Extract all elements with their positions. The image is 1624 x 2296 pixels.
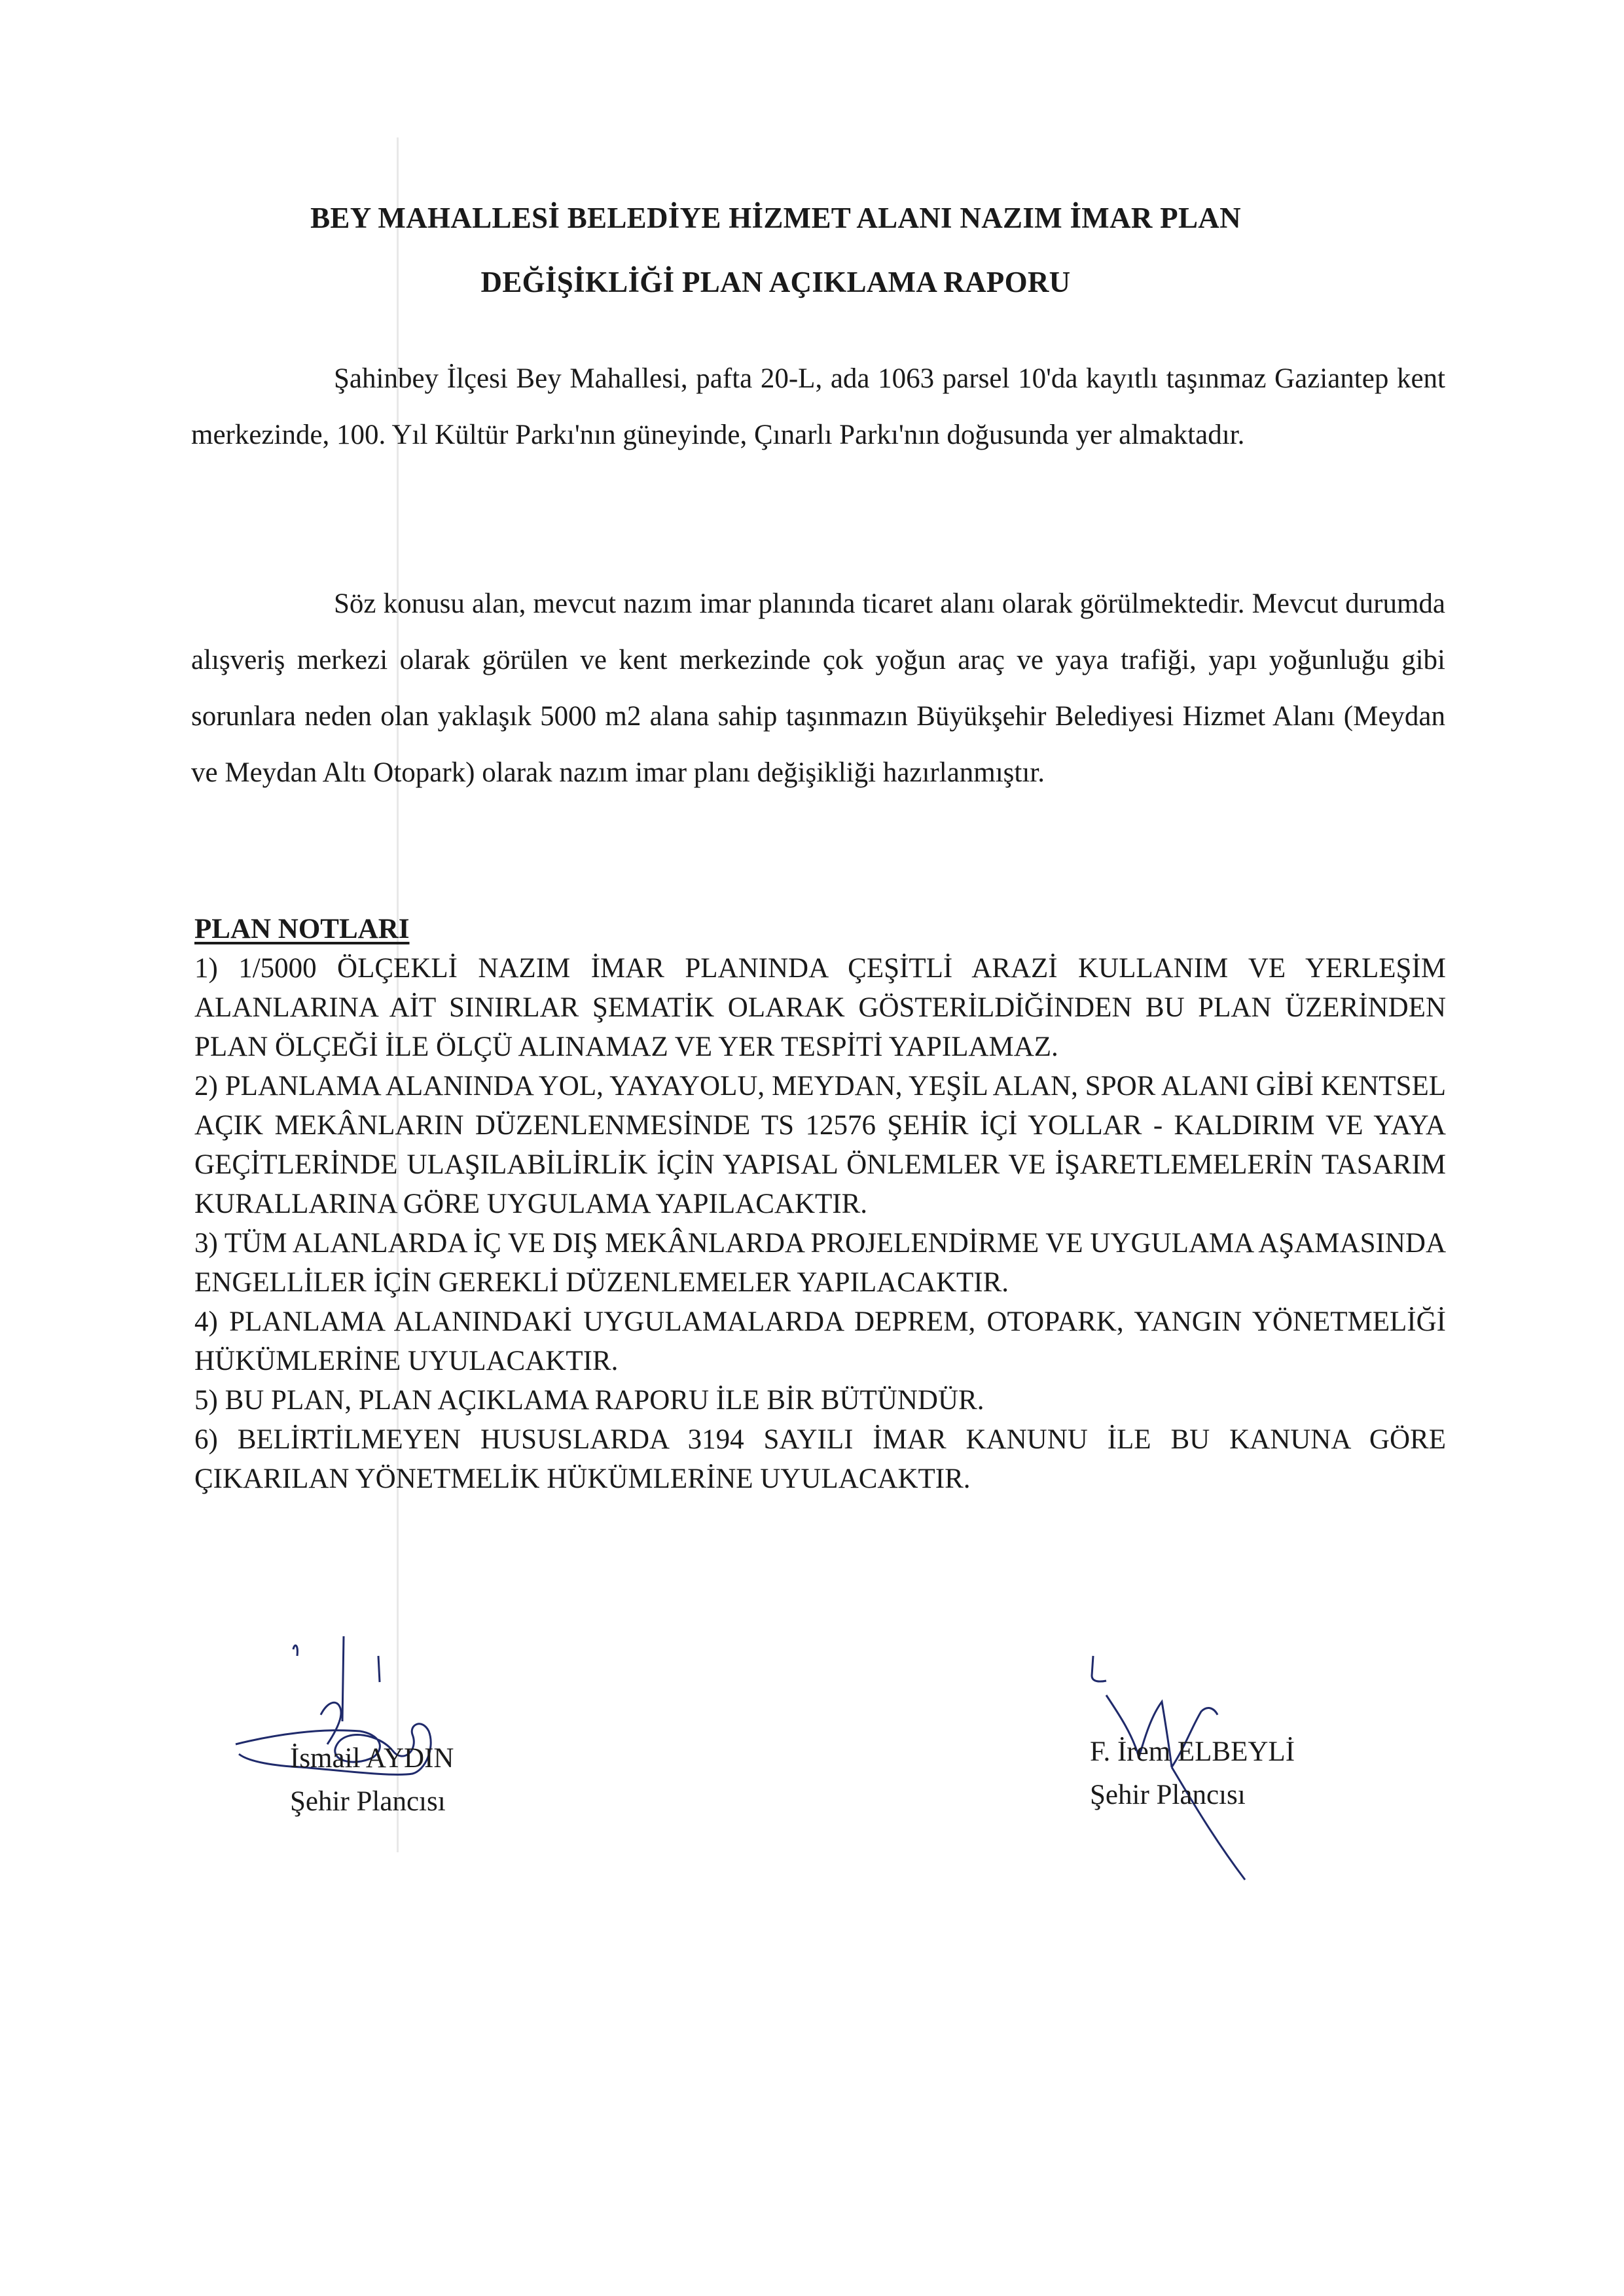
signatory-left-role: Şehir Plancısı (290, 1786, 446, 1817)
plan-note-6: 6) BELİRTİLMEYEN HUSUSLARDA 3194 SAYILI İMAR KANUNU İLE BU KANUNA GÖRE ÇIKARILAN YÖNETMELİK HÜKÜMLERİNE UYULACAKTIR. (194, 1424, 1446, 1494)
title-line-2: DEĞİŞİKLİĞİ PLAN AÇIKLAMA RAPORU (480, 266, 1071, 298)
signatory-right (1090, 1731, 1295, 1817)
title-line-1: BEY MAHALLESİ BELEDİYE HİZMET ALANI NAZIM İMAR PLAN (310, 202, 1241, 234)
plan-note-5: 5) BU PLAN, PLAN AÇIKLAMA RAPORU İLE BİR BÜTÜNDÜR. (194, 1385, 984, 1416)
plan-note-1: 1) 1/5000 ÖLÇEKLİ NAZIM İMAR PLANINDA ÇEŞİTLİ ARAZİ KULLANIM VE YERLEŞİM ALANLARINA AİT SINIRLAR ŞEMATİK OLARAK GÖSTERİLDİĞİNDEN BU PLAN ÜZERİNDEN PLAN ÖLÇEĞİ İLE ÖLÇÜ ALINAMAZ VE YER TESPİTİ YAPILAMAZ. (194, 953, 1446, 1062)
paragraph-purpose-text: Söz konusu alan, mevcut nazım imar planında ticaret alanı olarak görülmektedir. Mevcut durumda alışveriş merkezi olarak görülen ve kent merkezinde çok yoğun araç ve yaya trafiği, yapı yoğunluğu gibi sorunlara neden olan yaklaşık 5000 m2 alana sahip taşınmazın Büyükşehir Belediyesi Hizmet Alanı (Meydan ve Meydan Altı Otopark) olarak nazım imar planı değişikliği hazırlanmıştır. (191, 588, 1445, 788)
paragraph-location-text: Şahinbey İlçesi Bey Mahallesi, pafta 20-L, ada 1063 parsel 10'da kayıtlı taşınmaz Gaziantep kent merkezinde, 100. Yıl Kültür Parkı'nın güneyinde, Çınarlı Parkı'nın doğusunda yer almaktadır. (191, 363, 1445, 450)
plan-note-2: 2) PLANLAMA ALANINDA YOL, YAYAYOLU, MEYDAN, YEŞİL ALAN, SPOR ALANI GİBİ KENTSEL AÇIK MEKÂNLARIN DÜZENLENMESİNDE TS 12576 ŞEHİR İÇİ YOLLAR - KALDIRIM VE YAYA GEÇİTLERİNDE ULAŞILABİLİRLİK İÇİN YAPISAL ÖNLEMLER VE İŞARETLEMELERİN TASARIM KURALLARINA GÖRE UYGULAMA YAPILACAKTIR. (194, 1071, 1446, 1219)
signatory-right-name: F. İrem ELBEYLİ (1090, 1736, 1295, 1767)
signatory-right-role: Şehir Plancısı (1090, 1780, 1246, 1810)
plan-note-4: 4) PLANLAMA ALANINDAKİ UYGULAMALARDA DEPREM, OTOPARK, YANGIN YÖNETMELİĞİ HÜKÜMLERİNE UYULACAKTIR. (194, 1306, 1446, 1376)
plan-note-3: 3) TÜM ALANLARDA İÇ VE DIŞ MEKÂNLARDA PROJELENDİRME VE UYGULAMA AŞAMASINDA ENGELLİLER İÇİN GEREKLİ DÜZENLEMELER YAPILACAKTIR. (194, 1228, 1446, 1298)
signatory-left-name: İsmail AYDIN (290, 1743, 454, 1774)
plan-notes (194, 910, 1446, 1499)
document-title (196, 186, 1355, 314)
paragraph-location (191, 351, 1445, 463)
paragraph-purpose (191, 576, 1445, 801)
signatory-left (290, 1737, 454, 1823)
plan-notes-heading: PLAN NOTLARI (194, 914, 410, 944)
